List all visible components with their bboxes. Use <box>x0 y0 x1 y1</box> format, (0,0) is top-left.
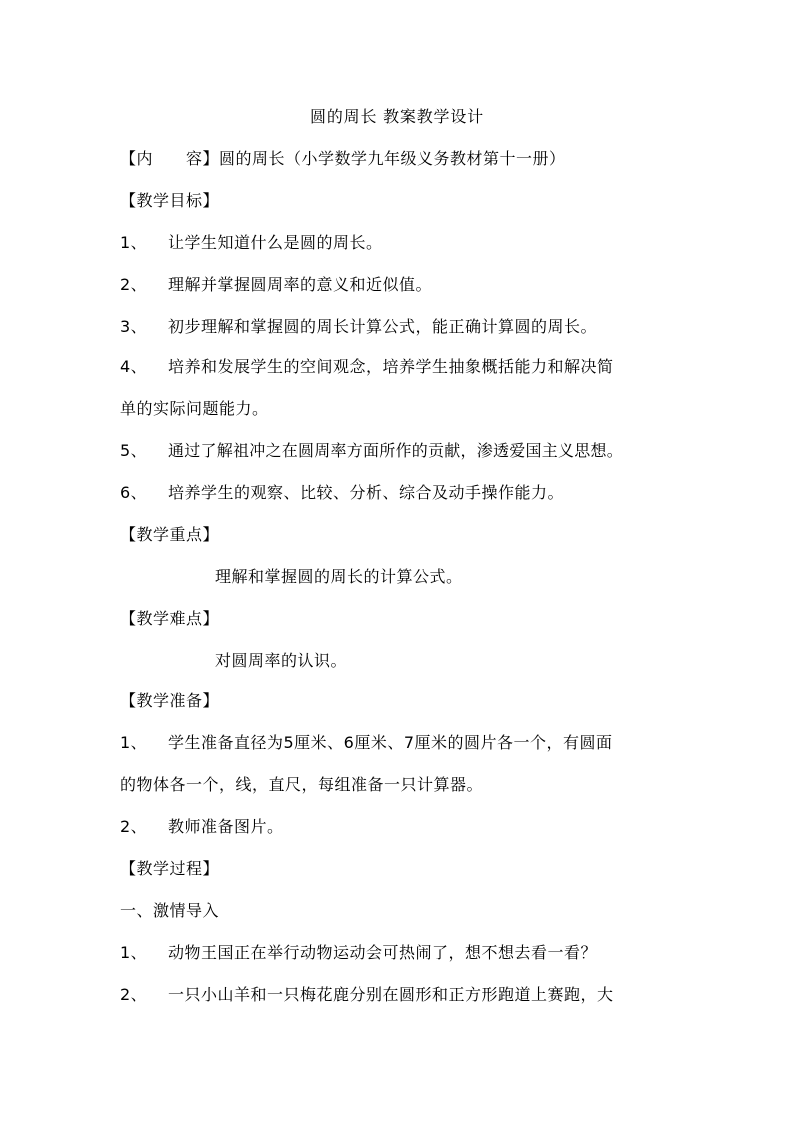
list-text: 通过了解祖冲之在圆周率方面所作的贡献，渗透爱国主义思想。 <box>168 441 624 460</box>
list-text: 初步理解和掌握圆的周长计算公式，能正确计算圆的周长。 <box>168 317 598 336</box>
list-text: 让学生知道什么是圆的周长。 <box>168 233 383 252</box>
list-number: 3、 <box>120 317 148 336</box>
list-item <box>0 482 794 504</box>
list-number: 2、 <box>120 817 148 836</box>
section-heading-goals: 【教学目标】 <box>120 191 220 210</box>
difficulty-text: 对圆周率的认识。 <box>215 651 348 670</box>
list-text: 培养和发展学生的空间观念，培养学生抽象概括能力和解决简 <box>168 357 614 376</box>
list-number: 1、 <box>120 733 148 752</box>
process-part-heading: 一、激情导入 <box>120 901 220 920</box>
list-item <box>0 274 794 296</box>
list-number: 1、 <box>120 943 148 962</box>
list-number: 1、 <box>120 233 148 252</box>
content-line: 【内 容】圆的周长（小学数学九年级义务教材第十一册） <box>120 149 566 168</box>
list-item <box>0 316 794 338</box>
section-heading-key-points: 【教学重点】 <box>120 525 220 544</box>
list-text: 学生准备直径为5厘米、6厘米、7厘米的圆片各一个，有圆面 <box>168 733 613 752</box>
document-title: 圆的周长 教案教学设计 <box>310 107 484 126</box>
section-heading-difficulties: 【教学难点】 <box>120 609 220 628</box>
list-text: 动物王国正在举行动物运动会可热闹了，想不想去看一看？ <box>168 943 598 962</box>
list-item <box>0 942 794 964</box>
list-number: 4、 <box>120 357 148 376</box>
list-text-continuation: 的物体各一个，线，直尺，每组准备一只计算器。 <box>120 775 484 794</box>
list-item <box>0 984 794 1006</box>
list-text: 一只小山羊和一只梅花鹿分别在圆形和正方形跑道上赛跑，大 <box>168 985 614 1004</box>
list-item <box>0 816 794 838</box>
list-number: 5、 <box>120 441 148 460</box>
list-number: 2、 <box>120 985 148 1004</box>
list-text: 教师准备图片。 <box>168 817 284 836</box>
list-item <box>0 356 794 378</box>
list-number: 6、 <box>120 483 148 502</box>
list-item <box>0 440 794 462</box>
list-text: 培养学生的观察、比较、分析、综合及动手操作能力。 <box>168 483 565 502</box>
key-point-text: 理解和掌握圆的周长的计算公式。 <box>215 567 463 586</box>
section-heading-process: 【教学过程】 <box>120 859 220 878</box>
list-text: 理解并掌握圆周率的意义和近似值。 <box>168 275 433 294</box>
list-number: 2、 <box>120 275 148 294</box>
section-heading-preparation: 【教学准备】 <box>120 691 220 710</box>
list-item <box>0 232 794 254</box>
list-item <box>0 732 794 754</box>
list-text-continuation: 单的实际问题能力。 <box>120 399 269 418</box>
